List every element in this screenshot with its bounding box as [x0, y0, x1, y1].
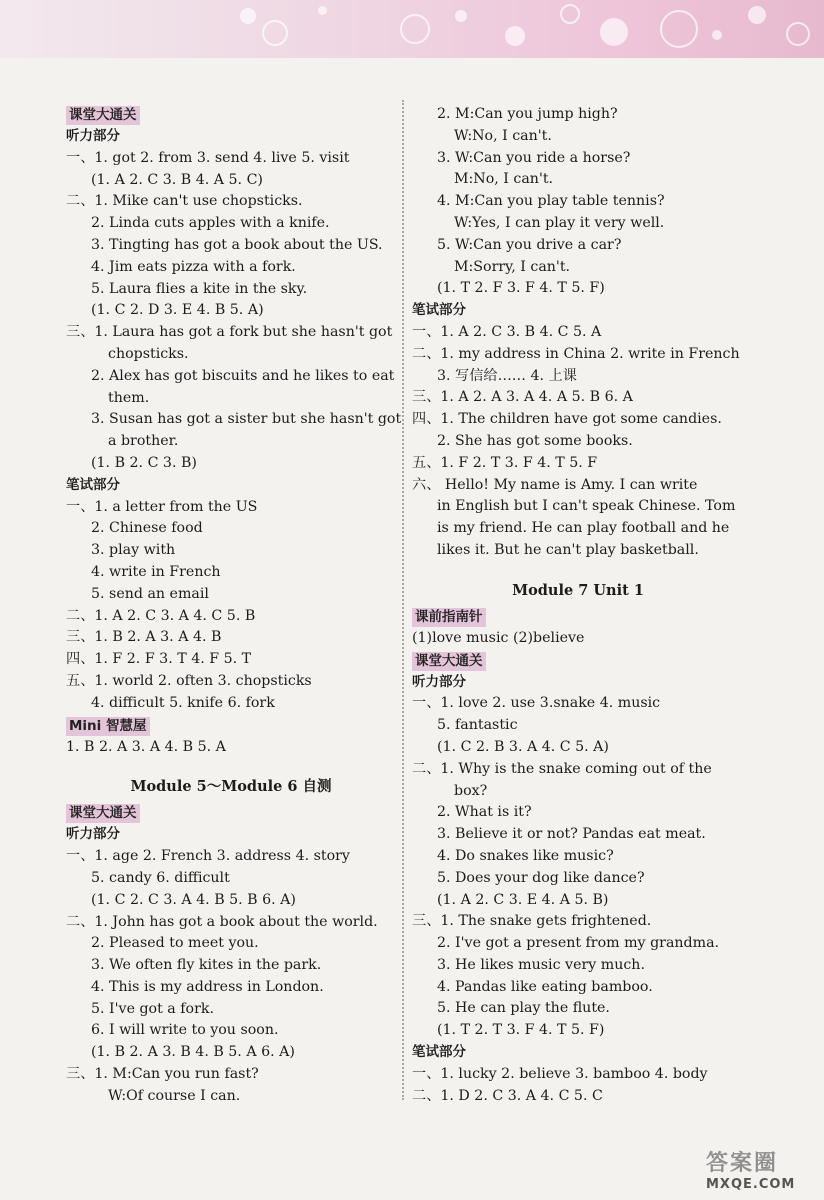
answer-line: 一、1. a letter from the US: [66, 498, 258, 515]
section-heading: 课堂大通关: [66, 804, 140, 823]
answer-line: (1. C 2. B 3. A 4. C 5. A): [437, 738, 609, 755]
answer-line: box?: [454, 782, 488, 799]
answer-line: 2. M:Can you jump high?: [437, 106, 618, 122]
answer-line: 一、1. love 2. use 3.snake 4. music: [412, 695, 661, 712]
section-heading: 课堂大通关: [412, 652, 486, 671]
answer-line: them.: [108, 389, 150, 406]
answer-line: 二、1. A 2. C 3. A 4. C 5. B: [66, 607, 256, 624]
answer-line: 四、1. F 2. F 3. T 4. F 5. T: [66, 651, 252, 668]
column-divider: [402, 100, 404, 1100]
answer-line: 3. Tingting has got a book about the US.: [91, 236, 383, 253]
answer-line: 6. I will write to you soon.: [91, 1022, 279, 1039]
answer-line: 3. 写信给…… 4. 上课: [437, 367, 577, 384]
answer-line: a brother.: [108, 433, 179, 450]
answer-line: likes it. But he can't play basketball.: [437, 541, 699, 558]
answer-line: 三、1. M:Can you run fast?: [66, 1066, 259, 1083]
section-heading-row: [66, 104, 396, 126]
answer-line: 3. Believe it or not? Pandas eat meat.: [437, 826, 706, 843]
answer-line: 2. I've got a present from my grandma.: [437, 935, 720, 952]
answer-line: 二、1. Why is the snake coming out of the: [412, 760, 712, 777]
section-heading-row: [66, 715, 396, 737]
answer-line: 三、1. The snake gets frightened.: [412, 913, 652, 930]
answer-line: (1)love music (2)believe: [412, 629, 585, 646]
answer-line: 5. send an email: [91, 585, 209, 602]
answer-line: 4. This is my address in London.: [91, 978, 324, 995]
answer-line: 二、1. Mike can't use chopsticks.: [66, 193, 303, 210]
answer-line: 一、1. age 2. French 3. address 4. story: [66, 848, 350, 865]
answer-line: 4. Do snakes like music?: [437, 847, 614, 864]
answer-line: 五、1. world 2. often 3. chopsticks: [66, 672, 312, 689]
subsection-label: 笔试部分: [412, 302, 466, 319]
answer-line: in English but I can't speak Chinese. Tom: [437, 498, 736, 515]
answer-line: 5. Laura flies a kite in the sky.: [91, 280, 308, 297]
header-decoration: [0, 0, 824, 58]
answer-line: 5. W:Can you drive a car?: [437, 236, 622, 253]
subsection-label: 听力部分: [66, 826, 120, 843]
answer-line: 四、1. The children have got some candies.: [412, 411, 722, 428]
answer-line: W:No, I can't.: [454, 127, 552, 144]
answer-line: 2. Alex has got biscuits and he likes to eat: [91, 367, 395, 384]
answer-line: 5. Does your dog like dance?: [437, 869, 645, 886]
watermark: [706, 1146, 810, 1194]
answer-line: 3. We often fly kites in the park.: [91, 957, 322, 974]
section-heading-row: [66, 802, 396, 824]
answer-line: (1. A 2. C 3. E 4. A 5. B): [437, 891, 609, 908]
answer-line: 5. fantastic: [437, 717, 518, 734]
answer-line: (1. C 2. D 3. E 4. B 5. A): [91, 302, 264, 319]
answer-line: 4. M:Can you play table tennis?: [437, 193, 665, 210]
answer-line: 2. Pleased to meet you.: [91, 935, 259, 952]
answer-line: 六、 Hello! My name is Amy. I can write: [412, 476, 698, 493]
subsection-label: 听力部分: [412, 673, 466, 690]
watermark-url: MXQE.COM: [706, 1177, 796, 1192]
answer-line: M:No, I can't.: [454, 171, 554, 188]
answer-line: M:Sorry, I can't.: [454, 258, 571, 275]
answer-line: 3. play with: [91, 542, 176, 559]
answer-line: 二、1. D 2. C 3. A 4. C 5. C: [412, 1087, 603, 1104]
answer-line: 3. W:Can you ride a horse?: [437, 149, 631, 166]
right-column: [412, 104, 744, 1107]
answer-line: W:Yes, I can play it very well.: [454, 214, 665, 231]
answer-line: (1. B 2. C 3. B): [91, 454, 197, 471]
answer-line: 3. He likes music very much.: [437, 956, 645, 973]
answer-line: 一、1. lucky 2. believe 3. bamboo 4. body: [412, 1065, 708, 1082]
answer-line: (1. B 2. A 3. B 4. B 5. A 6. A): [91, 1044, 295, 1061]
section-heading-row: [412, 650, 744, 672]
answer-line: 五、1. F 2. T 3. F 4. T 5. F: [412, 454, 598, 471]
section-heading: 课堂大通关: [66, 106, 140, 125]
subsection-label: 听力部分: [66, 128, 120, 144]
section-heading-row: [412, 606, 744, 628]
answer-line: (1. T 2. F 3. F 4. T 5. F): [437, 280, 605, 297]
answer-line: (1. T 2. T 3. F 4. T 5. F): [437, 1022, 605, 1039]
answer-line: 3. Susan has got a sister but she hasn't got: [91, 411, 402, 428]
answer-line: 2. What is it?: [437, 804, 532, 821]
watermark-logo: 答案圈: [706, 1151, 779, 1176]
answer-line: (1. C 2. C 3. A 4. B 5. B 6. A): [91, 891, 296, 908]
answer-line: 4. difficult 5. knife 6. fork: [91, 694, 275, 711]
answer-line: is my friend. He can play football and he: [437, 520, 730, 537]
answer-line: 二、1. John has got a book about the world.: [66, 913, 378, 930]
answer-line: 5. I've got a fork.: [91, 1000, 214, 1017]
answer-line: 4. Pandas like eating bamboo.: [437, 978, 653, 995]
module-title: Module 5～Module 6 自测: [130, 778, 332, 796]
section-heading: 课前指南针: [412, 608, 486, 627]
answer-line: 一、1. got 2. from 3. send 4. live 5. visit: [66, 149, 350, 166]
subsection-label: 笔试部分: [66, 476, 120, 493]
answer-line: 5. candy 6. difficult: [91, 869, 230, 886]
answer-line: 2. Chinese food: [91, 520, 203, 537]
answer-line: W:Of course I can.: [108, 1087, 241, 1104]
answer-line: 5. He can play the flute.: [437, 1000, 610, 1017]
answer-line: 2. Linda cuts apples with a knife.: [91, 215, 330, 232]
answer-line: 三、1. Laura has got a fork but she hasn't got: [66, 324, 393, 341]
answer-line: 4. Jim eats pizza with a fork.: [91, 258, 296, 275]
answer-line: 2. She has got some books.: [437, 432, 633, 449]
left-column: [66, 104, 402, 1108]
answer-line: 三、1. B 2. A 3. A 4. B: [66, 629, 222, 646]
module-title: Module 7 Unit 1: [512, 581, 644, 599]
subsection-label: 笔试部分: [412, 1044, 466, 1061]
section-heading: Mini 智慧屋: [66, 717, 150, 736]
answer-line: 1. B 2. A 3. A 4. B 5. A: [66, 738, 226, 755]
answer-line: 三、1. A 2. A 3. A 4. A 5. B 6. A: [412, 389, 633, 406]
answer-line: 二、1. my address in China 2. write in French: [412, 345, 740, 362]
answer-line: chopsticks.: [108, 345, 189, 362]
answer-line: 一、1. A 2. C 3. B 4. C 5. A: [412, 323, 602, 340]
answer-line: (1. A 2. C 3. B 4. A 5. C): [91, 171, 263, 188]
answer-line: 4. write in French: [91, 563, 221, 580]
